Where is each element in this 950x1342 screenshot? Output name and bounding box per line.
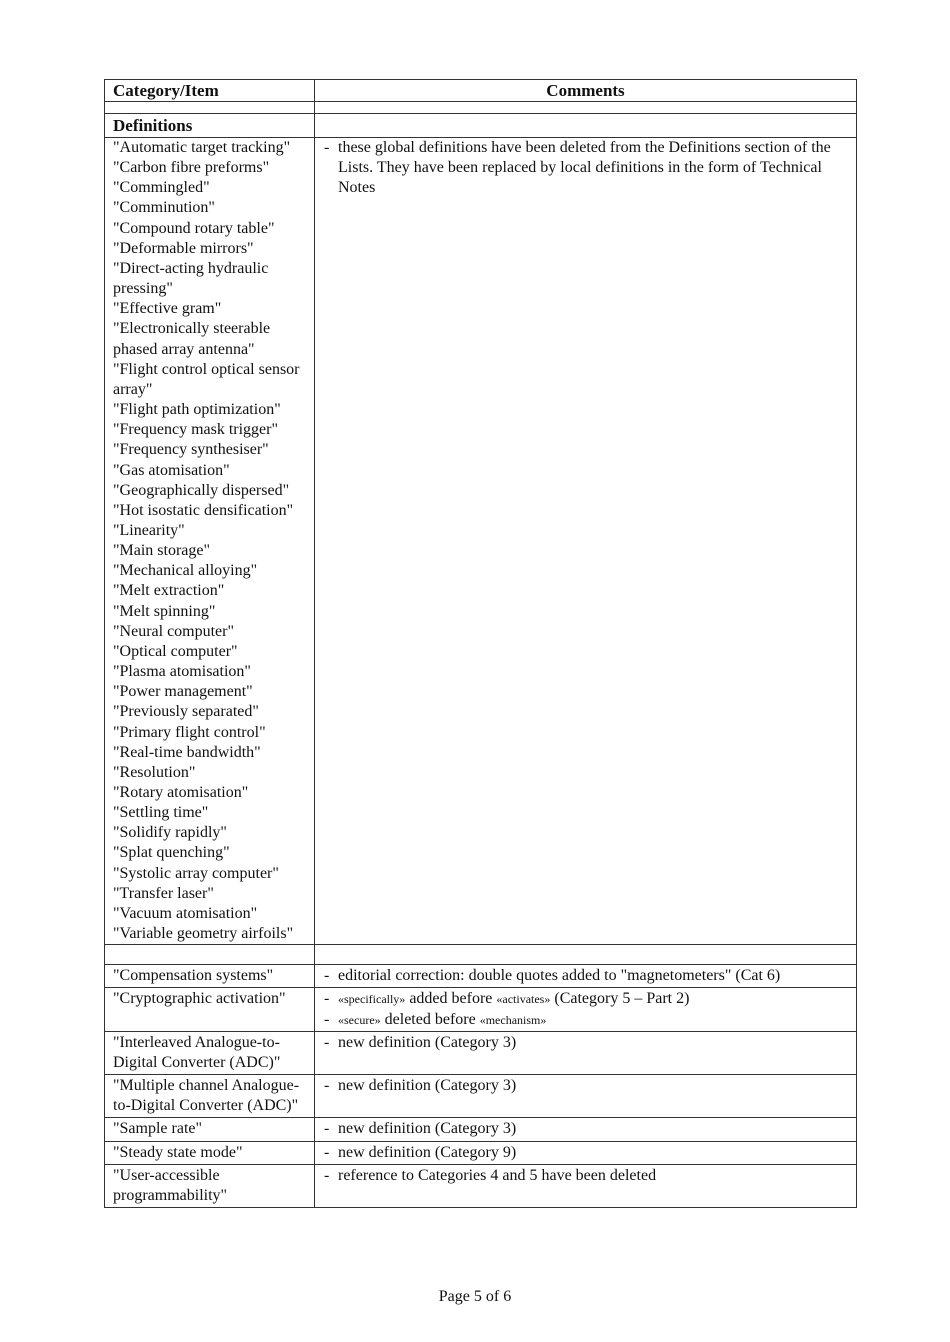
section-row-definitions xyxy=(105,114,857,138)
definition-term: "Flight path optimization" xyxy=(113,401,281,419)
definition-term: "Previously separated" xyxy=(113,703,259,721)
spacer-row xyxy=(105,102,857,114)
definition-term: "Geographically dispersed" xyxy=(113,481,290,499)
row-comment: - new definition (Category 3) xyxy=(323,1033,848,1053)
row-item: "Interleaved Analogue-to-Digital Converter (ADC)" xyxy=(105,1031,315,1074)
definition-term: "Frequency mask trigger" xyxy=(113,421,279,439)
definition-term: "Hot isostatic densification" xyxy=(113,501,294,519)
definition-term: "Systolic array computer" xyxy=(113,864,279,882)
definitions-comment: - these global definitions have been deleted from the Definitions section of the Lists. They have been replaced by local definitions in the form of Technical Notes xyxy=(323,138,848,198)
row-comment xyxy=(323,989,848,1009)
definition-term: "Variable geometry airfoils" xyxy=(113,925,294,943)
table-header-row xyxy=(105,80,857,102)
definition-term: "Optical computer" xyxy=(113,642,238,660)
definition-term: "Rotary atomisation" xyxy=(113,784,249,801)
table-row xyxy=(105,1141,857,1164)
table-row xyxy=(105,988,857,1031)
definition-term: "Settling time" xyxy=(113,804,209,822)
definition-term: "Melt spinning" xyxy=(113,602,216,620)
definitions-item-list xyxy=(105,138,315,945)
comment-text: deleted before xyxy=(380,1010,480,1028)
definitions-comment-cell xyxy=(315,138,857,945)
spacer-row xyxy=(105,945,857,965)
column-header-category: Category/Item xyxy=(105,80,315,102)
definition-term: "Melt extraction" xyxy=(113,582,225,600)
definition-term: "Frequency synthesiser" xyxy=(113,441,269,459)
definition-term: "Compound rotary table" xyxy=(113,219,275,237)
definition-term: "Transfer laser" xyxy=(113,884,214,902)
row-item: "Compensation systems" xyxy=(105,965,315,988)
changes-table xyxy=(104,79,857,1208)
definition-term: "Neural computer" xyxy=(113,622,235,640)
definition-term: "Linearity" xyxy=(113,521,185,539)
definition-term: "Primary flight control" xyxy=(113,723,266,741)
column-header-comments: Comments xyxy=(315,80,857,102)
definition-term: "Power management" xyxy=(113,683,253,701)
definition-term: "Direct-acting hydraulic pressing" xyxy=(113,259,269,298)
definition-term: "Resolution" xyxy=(113,763,196,781)
comment-text: added before xyxy=(405,990,497,1008)
definition-term: "Solidify rapidly" xyxy=(113,824,227,842)
definition-term: "Splat quenching" xyxy=(113,844,230,862)
definition-term: "Plasma atomisation" xyxy=(113,663,251,681)
section-title: Definitions xyxy=(105,114,315,138)
row-item: "Multiple channel Analogue-to-Digital Converter (ADC)" xyxy=(105,1075,315,1118)
definition-term: "Deformable mirrors" xyxy=(113,239,254,257)
quoted-term: «mechanism» xyxy=(479,1012,547,1027)
definition-term: "Effective gram" xyxy=(113,300,222,318)
table-row xyxy=(105,965,857,988)
definition-term: "Electronically steerable phased array antenna" xyxy=(113,320,271,358)
row-comment: - editorial correction: double quotes added to "magnetometers" (Cat 6) xyxy=(323,966,848,986)
quoted-term: «secure» xyxy=(338,1012,381,1027)
quoted-term: «activates» xyxy=(496,992,551,1007)
row-comment: - new definition (Category 3) xyxy=(323,1119,848,1139)
quoted-term: «specifically» xyxy=(338,992,406,1007)
row-item: "Steady state mode" xyxy=(105,1141,315,1164)
table-row xyxy=(105,1075,857,1118)
row-comment: - reference to Categories 4 and 5 have been deleted xyxy=(323,1166,848,1186)
row-item: "Sample rate" xyxy=(105,1118,315,1141)
definition-term: "Gas atomisation" xyxy=(113,461,230,479)
definition-term: "Flight control optical sensor array" xyxy=(113,360,300,398)
definition-term: "Mechanical alloying" xyxy=(113,562,258,580)
definition-term: "Comminution" xyxy=(113,199,215,217)
row-comment xyxy=(323,1010,848,1030)
table-row xyxy=(105,1031,857,1074)
definition-term: "Real-time bandwidth" xyxy=(113,743,261,761)
definition-term: "Vacuum atomisation" xyxy=(113,904,258,922)
row-item: "Cryptographic activation" xyxy=(105,988,315,1031)
definition-term: "Commingled" xyxy=(113,179,210,197)
row-comment: - new definition (Category 3) xyxy=(323,1076,848,1096)
page-number: Page 5 of 6 xyxy=(438,1288,512,1305)
definition-term: "Main storage" xyxy=(113,542,211,560)
definition-term: "Automatic target tracking" xyxy=(113,139,291,156)
comment-text: (Category 5 – Part 2) xyxy=(550,990,690,1008)
table-row xyxy=(105,1164,857,1207)
table-row xyxy=(105,1118,857,1141)
row-item: "User-accessible programmability" xyxy=(105,1164,315,1207)
definition-term: "Carbon fibre preforms" xyxy=(113,159,270,177)
row-comment: - new definition (Category 9) xyxy=(323,1143,848,1163)
definitions-group-row xyxy=(105,138,857,945)
